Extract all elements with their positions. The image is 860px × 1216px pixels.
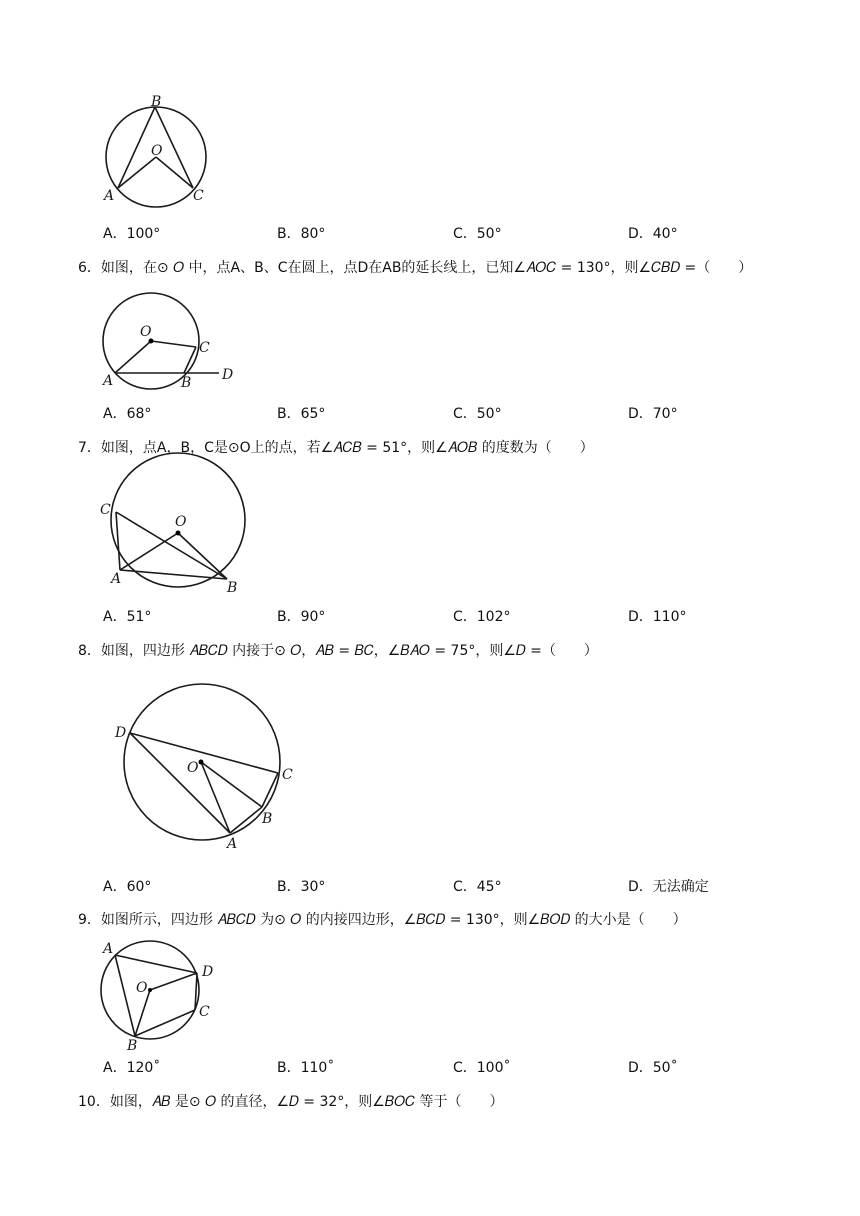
q6-label-b: B <box>181 375 192 391</box>
q7-option-c[interactable]: C．102° <box>453 609 511 625</box>
q6-label-o: O <box>140 324 152 340</box>
q7-segment-ab <box>120 570 227 579</box>
q7-label-a: A <box>111 571 122 587</box>
q7-option-d[interactable]: D．110° <box>628 609 687 625</box>
q6-options <box>0 404 860 424</box>
q8-option-c[interactable]: C．45° <box>453 879 502 895</box>
q9-options <box>0 1058 860 1078</box>
q8-option-b[interactable]: B．30° <box>277 879 326 895</box>
q7-options <box>0 607 860 627</box>
q9-segment-ob <box>135 990 150 1036</box>
q7-segment-ob <box>178 533 227 579</box>
q7-label-c: C <box>100 502 111 518</box>
q6-option-a[interactable]: A．68° <box>103 406 152 422</box>
q9-segment-ab <box>115 955 135 1036</box>
q9-label-b: B <box>127 1038 138 1054</box>
q6-label-a: A <box>103 373 114 389</box>
q7-stem: 7．如图，点A，B，C是⊙O上的点，若∠𝐴𝐶𝐵 = 51°，则∠𝐴𝑂𝐵 的度数为（ ） <box>78 440 594 456</box>
q7-label-o: O <box>175 514 187 530</box>
q9-option-a[interactable]: A．120˚ <box>103 1060 161 1076</box>
q6-figure <box>95 288 245 391</box>
q5-label-o: O <box>151 143 163 159</box>
q8-stem: 8．如图，四边形 𝐴𝐵𝐶𝐷 内接于⊙ 𝑂，𝐴𝐵 = 𝐵𝐶，∠𝐵𝐴𝑂 = 75°，则∠𝐷 =（ ） <box>78 643 598 659</box>
q7-option-a[interactable]: A．51° <box>103 609 152 625</box>
q10-stem: 10．如图，𝐴𝐵 是⊙ 𝑂 的直径，∠𝐷 = 32°，则∠𝐵𝑂𝐶 等于（ ） <box>78 1094 504 1110</box>
q8-figure <box>110 680 310 855</box>
q8-segment-dc <box>130 733 278 773</box>
q8-label-a: A <box>227 836 238 852</box>
q5-label-b: B <box>151 94 162 110</box>
q9-label-o: O <box>136 980 148 996</box>
q6-label-c: C <box>199 340 210 356</box>
q7-segment-oa <box>120 533 178 570</box>
q9-option-b[interactable]: B．110˚ <box>277 1060 335 1076</box>
q9-label-d: D <box>202 964 214 980</box>
q5-segment-oc <box>156 157 193 188</box>
q8-segment-ab <box>230 807 262 833</box>
q9-option-c[interactable]: C．100˚ <box>453 1060 511 1076</box>
q5-figure <box>95 92 225 212</box>
q9-stem: 9．如图所示，四边形 𝐴𝐵𝐶𝐷 为⊙ 𝑂 的内接四边形，∠𝐵𝐶𝐷 = 130°，则∠𝐵𝑂𝐷 的大小是（ ） <box>78 912 687 928</box>
q8-option-a[interactable]: A．60° <box>103 879 152 895</box>
q7-option-b[interactable]: B．90° <box>277 609 326 625</box>
q6-label-d: D <box>222 367 234 383</box>
q9-label-a: A <box>103 941 114 957</box>
q8-segment-da <box>130 733 230 833</box>
q6-option-b[interactable]: B．65° <box>277 406 326 422</box>
q8-label-c: C <box>282 767 293 783</box>
q8-center-dot <box>199 760 204 765</box>
q6-option-c[interactable]: C．50° <box>453 406 502 422</box>
q9-center-dot <box>148 988 152 992</box>
q6-stem: 6．如图，在⊙ 𝑂 中，点A、B、C在圆上，点D在AB的延长线上，已知∠𝐴𝑂𝐶 = 130°，则∠𝐶𝐵𝐷 =（ ） <box>78 260 753 276</box>
q8-label-b: B <box>262 811 273 827</box>
q5-label-c: C <box>193 188 204 204</box>
q9-segment-od <box>150 973 197 990</box>
q5-options <box>0 224 860 244</box>
q5-option-b[interactable]: B．80° <box>277 226 326 242</box>
q8-label-o: O <box>187 760 199 776</box>
q9-label-c: C <box>199 1004 210 1020</box>
q6-segment-oc <box>151 341 196 347</box>
q9-figure <box>95 938 225 1053</box>
q8-option-d[interactable]: D．无法确定 <box>628 879 709 895</box>
q8-label-d: D <box>115 725 127 741</box>
q7-segment-ca <box>116 512 120 570</box>
q5-option-c[interactable]: C．50° <box>453 226 502 242</box>
q6-option-d[interactable]: D．70° <box>628 406 678 422</box>
q5-option-d[interactable]: D．40° <box>628 226 678 242</box>
q5-segment-oa <box>118 157 156 188</box>
q5-label-a: A <box>104 188 115 204</box>
q7-figure <box>95 462 255 602</box>
q5-option-a[interactable]: A．100° <box>103 226 161 242</box>
q8-options <box>0 877 860 897</box>
q9-segment-ad <box>115 955 197 973</box>
q7-center-dot <box>176 531 181 536</box>
q7-label-b: B <box>227 580 238 596</box>
q6-segment-oa <box>115 341 151 373</box>
q9-option-d[interactable]: D．50˚ <box>628 1060 678 1076</box>
